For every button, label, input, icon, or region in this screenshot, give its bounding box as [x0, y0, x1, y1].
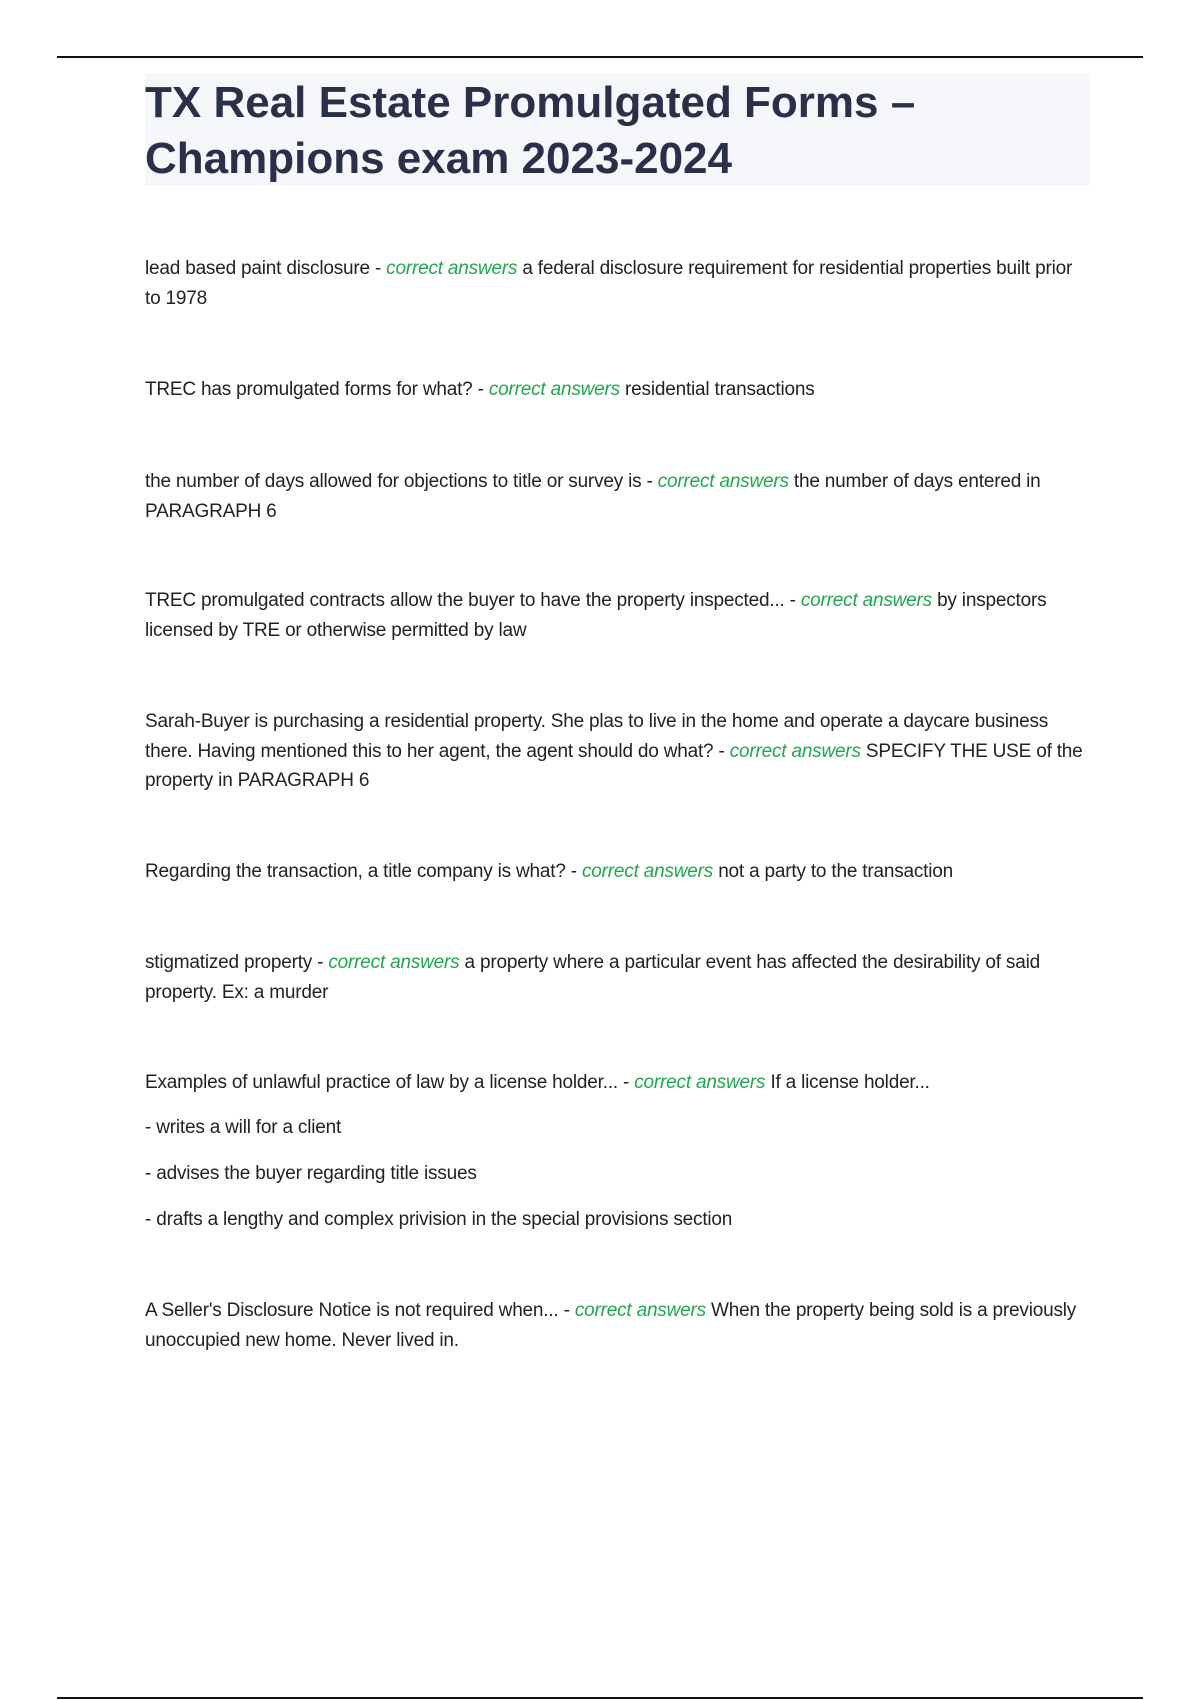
answer: SPECIFY THE USE of the property in PARAGRAPH 6	[145, 740, 1083, 791]
qa-item	[145, 948, 1085, 1007]
qa-item	[145, 707, 1085, 796]
question: Examples of unlawful practice of law by a license holder... -	[145, 1072, 635, 1093]
question: TREC promulgated contracts allow the buyer to have the property inspected... -	[145, 590, 801, 611]
question: Regarding the transaction, a title company is what? -	[145, 861, 582, 882]
answer: If a license holder...	[765, 1072, 930, 1093]
answer: a federal disclosure requirement for residential properties built prior to 1978	[145, 258, 1073, 309]
answer: residential transactions	[619, 379, 815, 400]
answer: not a party to the transaction	[713, 861, 954, 882]
page-title	[145, 73, 1090, 187]
qa-item	[145, 467, 1085, 526]
answer-label: correct answers	[800, 590, 932, 611]
question: TREC has promulgated forms for what? -	[145, 379, 489, 400]
bullet-item: - advises the buyer regarding title issues	[145, 1163, 477, 1184]
top-rule	[57, 56, 1143, 58]
bullet-item: - drafts a lengthy and complex privision in the special provisions section	[145, 1209, 733, 1230]
answer: When the property being sold is a previously unoccupied new home. Never lived in.	[145, 1300, 1077, 1351]
qa-item	[145, 1068, 1085, 1098]
answer-label: correct answers	[328, 952, 460, 973]
question: A Seller's Disclosure Notice is not required when... -	[145, 1300, 575, 1321]
bullet-item: - writes a will for a client	[145, 1117, 342, 1138]
qa-item	[145, 375, 1085, 405]
answer-label: correct answers	[657, 471, 789, 492]
answer-label: correct answers	[582, 861, 714, 882]
title-line-2: Champions exam 2023-2024	[145, 134, 732, 183]
qa-item	[145, 586, 1085, 645]
answer-label: correct answers	[729, 740, 861, 762]
title-block	[145, 73, 1090, 185]
question: Sarah-Buyer is purchasing a residential property. She plas to live in the home and operate a daycare business there. Having mentioned this to her agent, the agent should do what? -	[145, 711, 1049, 762]
question: stigmatized property -	[145, 952, 329, 973]
answer-label: correct answers	[386, 258, 518, 279]
answer: the number of days entered in PARAGRAPH 6	[145, 471, 1041, 522]
answer-label: correct answers	[634, 1072, 766, 1093]
bottom-rule	[57, 1697, 1143, 1699]
qa-item	[145, 1296, 1085, 1355]
answer-label: correct answers	[488, 379, 620, 400]
answer-label: correct answers	[574, 1300, 706, 1321]
qa-item	[145, 254, 1085, 313]
answer: by inspectors licensed by TRE or otherwise permitted by law	[145, 590, 1047, 641]
title-line-1: TX Real Estate Promulgated Forms –	[145, 78, 916, 127]
question: lead based paint disclosure -	[145, 258, 387, 279]
qa-item	[145, 857, 1085, 887]
question: the number of days allowed for objections to title or survey is -	[145, 471, 658, 492]
answer: a property where a particular event has affected the desirability of said property. Ex: a murder	[145, 952, 1040, 1003]
